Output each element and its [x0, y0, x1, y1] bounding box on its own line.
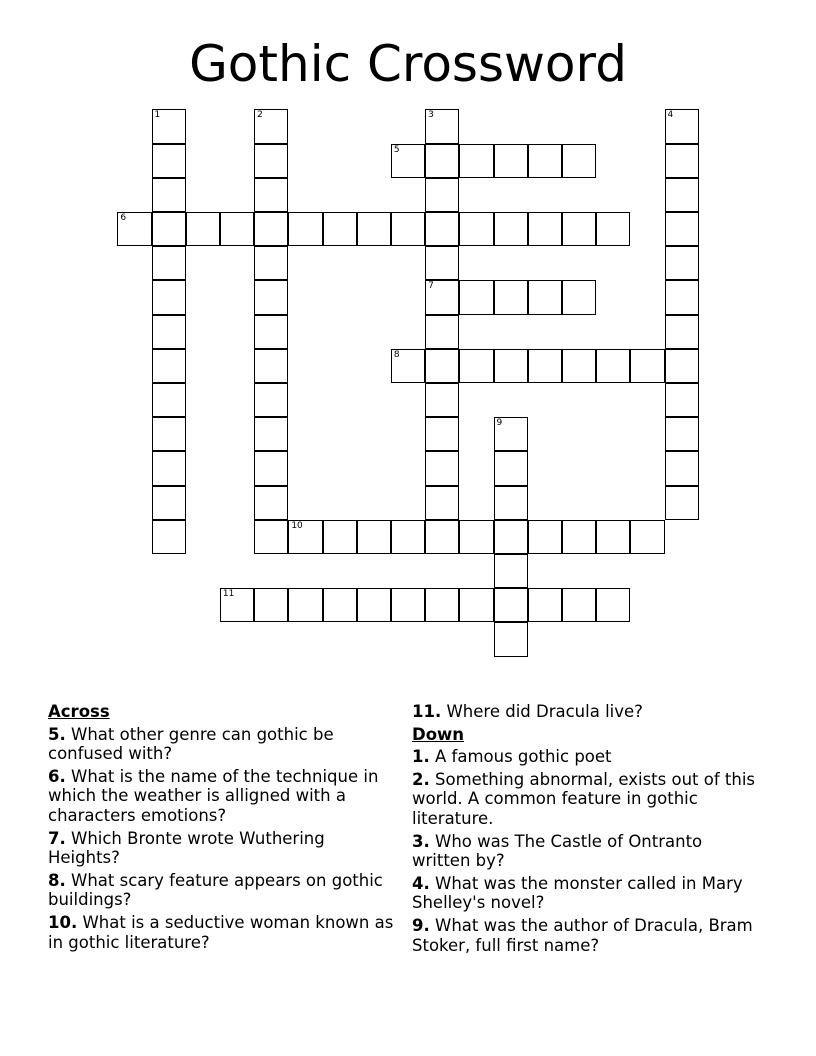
- grid-cell[interactable]: [254, 212, 288, 246]
- page-title: Gothic Crossword: [189, 35, 627, 93]
- grid-cell[interactable]: [220, 588, 254, 622]
- grid-cell[interactable]: [665, 212, 699, 246]
- clue-down-1: 1. A famous gothic poet: [412, 747, 612, 767]
- grid-cell[interactable]: [254, 144, 288, 178]
- grid-cell[interactable]: [665, 109, 699, 143]
- clue-number: 6: [120, 212, 127, 223]
- grid-cell[interactable]: [425, 486, 459, 520]
- clue-down-3: 3. Who was The Castle of Ontranto written by?: [412, 831, 703, 871]
- grid-cell[interactable]: [254, 280, 288, 314]
- grid-cell[interactable]: [152, 144, 186, 178]
- grid-cell[interactable]: [425, 417, 459, 451]
- grid-cell[interactable]: [357, 212, 391, 246]
- grid-cell[interactable]: [391, 212, 425, 246]
- grid-cell[interactable]: [494, 520, 528, 554]
- grid-cell[interactable]: [665, 144, 699, 178]
- grid-cell[interactable]: [665, 349, 699, 383]
- grid-cell[interactable]: [494, 212, 528, 246]
- clue-number: 9: [496, 418, 503, 429]
- clue-number: 3: [428, 110, 434, 121]
- grid-cell[interactable]: [425, 246, 459, 280]
- grid-cell[interactable]: [459, 280, 493, 314]
- grid-cell[interactable]: [254, 315, 288, 349]
- grid-cell[interactable]: [152, 451, 186, 485]
- grid-cell[interactable]: [357, 588, 391, 622]
- grid-cell[interactable]: [425, 349, 459, 383]
- clue-number: 4: [667, 110, 674, 121]
- grid-cell[interactable]: [152, 280, 186, 314]
- grid-cell[interactable]: [152, 486, 186, 520]
- grid-cell[interactable]: [254, 246, 288, 280]
- grid-cell[interactable]: [323, 588, 357, 622]
- grid-cell[interactable]: [425, 178, 459, 212]
- grid-cell[interactable]: [665, 383, 699, 417]
- grid-cell[interactable]: [494, 349, 528, 383]
- grid-cell[interactable]: [425, 383, 459, 417]
- grid-cell[interactable]: [391, 349, 425, 383]
- grid-cell[interactable]: [665, 451, 699, 485]
- grid-cell[interactable]: [665, 178, 699, 212]
- clue-number: 10: [291, 520, 303, 531]
- grid-cell[interactable]: [528, 144, 562, 178]
- grid-cell[interactable]: [186, 212, 220, 246]
- grid-cell[interactable]: [152, 246, 186, 280]
- grid-cell[interactable]: [254, 383, 288, 417]
- grid-cell[interactable]: [596, 349, 630, 383]
- clue-down-9: 9. What was the author of Dracula, Bram Stoker, full first name?: [412, 915, 753, 955]
- grid-cell[interactable]: [665, 315, 699, 349]
- grid-cell[interactable]: [562, 588, 596, 622]
- grid-cell[interactable]: [528, 212, 562, 246]
- clue-number: 5: [393, 144, 400, 155]
- grid-cell[interactable]: [254, 520, 288, 554]
- grid-cell[interactable]: [494, 280, 528, 314]
- grid-cell[interactable]: [425, 315, 459, 349]
- grid-cell[interactable]: [117, 212, 151, 246]
- grid-cell[interactable]: [254, 451, 288, 485]
- grid-cell[interactable]: [425, 451, 459, 485]
- grid-cell[interactable]: [425, 109, 459, 143]
- clue-down-4: 4. What was the monster called in Mary Shelley's novel?: [412, 873, 743, 913]
- grid-cell[interactable]: [391, 520, 425, 554]
- grid-cell[interactable]: [494, 144, 528, 178]
- grid-cell[interactable]: [288, 212, 322, 246]
- clue-across-6: 6. What is the name of the technique in which the weather is alligned with a characters emotions?: [48, 766, 379, 825]
- grid-cell[interactable]: [152, 417, 186, 451]
- grid-cell[interactable]: [391, 588, 425, 622]
- grid-cell[interactable]: [152, 109, 186, 143]
- grid-cell[interactable]: [254, 109, 288, 143]
- clue-across-11: 11. Where did Dracula live?: [412, 702, 643, 721]
- grid-cell[interactable]: [323, 212, 357, 246]
- grid-cell[interactable]: [288, 520, 322, 554]
- grid-cell[interactable]: [152, 315, 186, 349]
- grid-cell[interactable]: [459, 212, 493, 246]
- grid-cell[interactable]: [357, 520, 391, 554]
- grid-cell[interactable]: [596, 212, 630, 246]
- grid-cell[interactable]: [425, 588, 459, 622]
- across-heading: Across: [48, 702, 110, 721]
- grid-cell[interactable]: [630, 349, 664, 383]
- grid-cell[interactable]: [254, 349, 288, 383]
- grid-cell[interactable]: [665, 246, 699, 280]
- grid-cell[interactable]: [391, 144, 425, 178]
- grid-cell[interactable]: [152, 212, 186, 246]
- grid-cell[interactable]: [596, 520, 630, 554]
- grid-cell[interactable]: [254, 178, 288, 212]
- grid-cell[interactable]: [425, 144, 459, 178]
- grid-cell[interactable]: [562, 144, 596, 178]
- clue-across-8: 8. What scary feature appears on gothic buildings?: [48, 870, 383, 910]
- down-clues: [412, 702, 764, 958]
- down-heading: Down: [412, 724, 465, 744]
- grid-cell[interactable]: [494, 451, 528, 485]
- grid-cell[interactable]: [323, 520, 357, 554]
- clue-number: 8: [393, 349, 400, 360]
- grid-cell[interactable]: [494, 554, 528, 588]
- clue-across-5: 5. What other genre can gothic be confused with?: [48, 724, 334, 764]
- grid-cell[interactable]: [152, 349, 186, 383]
- grid-cell[interactable]: [494, 588, 528, 622]
- grid-cell[interactable]: [152, 520, 186, 554]
- grid-cell[interactable]: [596, 588, 630, 622]
- grid-cell[interactable]: [562, 520, 596, 554]
- grid-cell[interactable]: [459, 588, 493, 622]
- grid-cell[interactable]: [665, 417, 699, 451]
- clue-across-7: 7. Which Bronte wrote Wuthering Heights?: [48, 828, 325, 868]
- grid-cell[interactable]: [665, 486, 699, 520]
- across-clues: [48, 702, 400, 955]
- grid-cell[interactable]: [494, 417, 528, 451]
- grid-cell[interactable]: [665, 280, 699, 314]
- grid-cell[interactable]: [459, 349, 493, 383]
- grid-cell[interactable]: [254, 417, 288, 451]
- grid-cell[interactable]: [152, 383, 186, 417]
- grid-cell[interactable]: [528, 588, 562, 622]
- grid-cell[interactable]: [528, 280, 562, 314]
- clue-across-10: 10. What is a seductive woman known as in gothic literature?: [48, 912, 394, 952]
- clue-number: 7: [428, 281, 434, 292]
- grid-cell[interactable]: [630, 520, 664, 554]
- clue-down-2: 2. Something abnormal, exists out of this world. A common feature in gothic literature.: [412, 769, 756, 828]
- grid-cell[interactable]: [220, 212, 254, 246]
- grid-cell[interactable]: [459, 144, 493, 178]
- grid-cell[interactable]: [528, 349, 562, 383]
- grid-cell[interactable]: [288, 588, 322, 622]
- grid-cell[interactable]: [562, 280, 596, 314]
- grid-cell[interactable]: [425, 280, 459, 314]
- grid-cell[interactable]: [528, 520, 562, 554]
- grid-cell[interactable]: [494, 622, 528, 656]
- grid-cell[interactable]: [254, 486, 288, 520]
- grid-cell[interactable]: [152, 178, 186, 212]
- grid-cell[interactable]: [562, 349, 596, 383]
- clue-number: 2: [257, 110, 263, 121]
- grid-cell[interactable]: [254, 588, 288, 622]
- grid-cell[interactable]: [459, 520, 493, 554]
- clue-number: 11: [222, 589, 235, 600]
- clue-number: 1: [154, 110, 161, 121]
- grid-cell[interactable]: [494, 486, 528, 520]
- grid-cell[interactable]: [425, 212, 459, 246]
- grid-cell[interactable]: [425, 520, 459, 554]
- grid-cell[interactable]: [562, 212, 596, 246]
